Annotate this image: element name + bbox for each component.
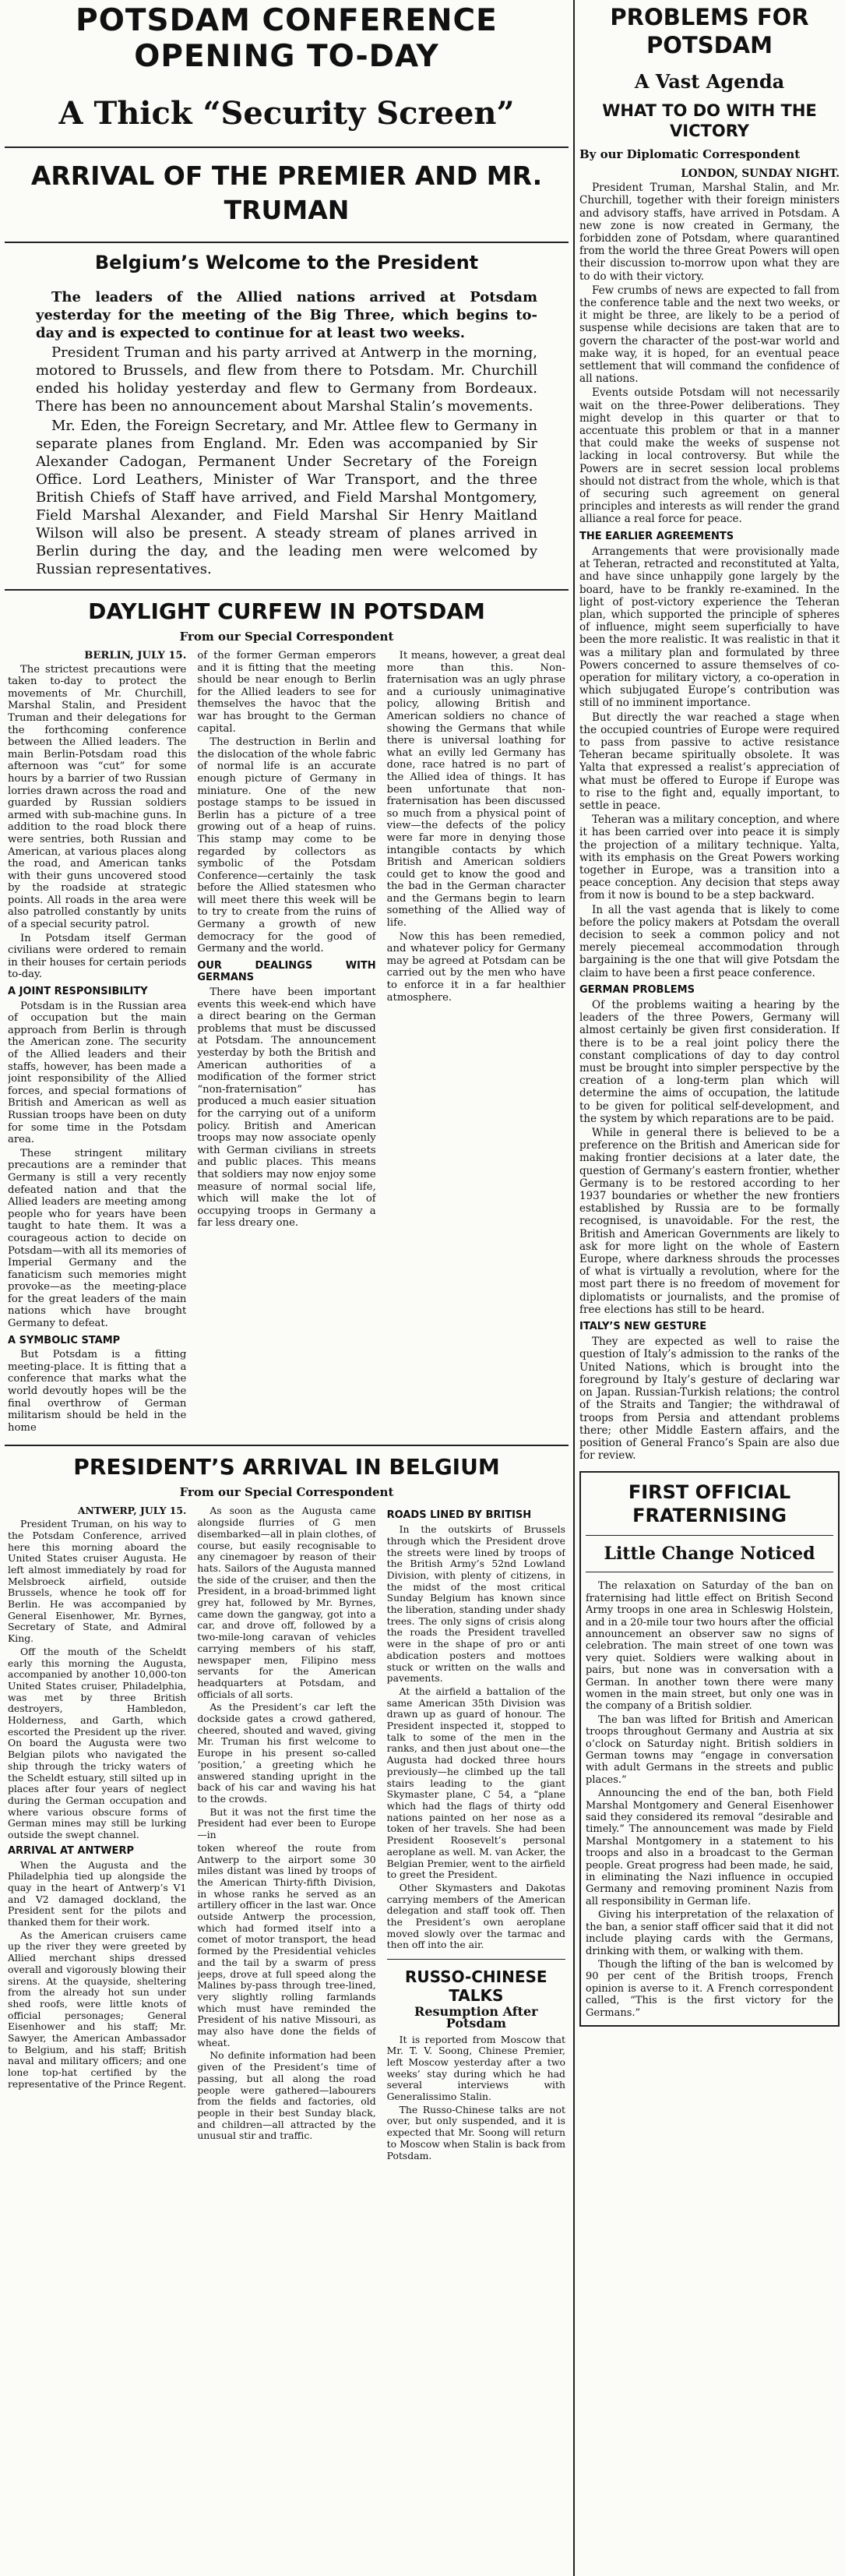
subheading: ROADS LINED BY BRITISH xyxy=(386,1509,532,1522)
paragraph: It is reported from Moscow that Mr. T. V. Soong, Chinese Premier, left Moscow yesterday after a two weeks’ stay during which he had several interviews with Generalissimo Stalin. xyxy=(386,2033,565,2103)
belgium-col-1 xyxy=(8,1505,186,2163)
paragraph: These stringent military precautions are a reminder that Germany is still a very recently defeated nation and that the Allied leaders are meeting among people who for years have been taught to hate them. It was a courageous action to decide on Potsdam—with all its memories of Imperial Germany and the fanaticism such memories might provoke—as the meeting-place for the great leaders of the main nations which have brought Germany to defeat. xyxy=(8,1147,187,1330)
paragraph: The strictest precautions were taken to-day to protect the movements of Mr. Churchill, Marshal Stalin, and President Truman and their delegations for the forthcoming conference between the Allied leaders. The main Berlin-Potsdam road this afternoon was “cut” for some hours by a barrier of two Russian lorries drawn across the road and guarded by Russian soldiers armed with sub-machine guns. In addition to the road block there were sentries, both Russian and American, at various places along the road, and American tanks with their guns uncovered stood by the roadside at strategic points. All roads in the area were also patrolled constantly by units of a special security patrol. xyxy=(8,663,187,931)
problems-article xyxy=(579,168,840,1462)
main-headline: POTSDAM CONFERENCE OPENING TO-DAY xyxy=(76,3,498,74)
subheading: A SYMBOLIC STAMP xyxy=(8,1334,121,1346)
curfew-dateline: BERLIN, JULY 15. xyxy=(84,650,187,662)
paragraph: It means, however, a great deal more than this. Non-fraternisation was an ugly phrase and a curiously unimaginative policy, allowing British and American soldiers no chance of showing the Germans that while there is universal loathing for what an evilly led Germany has done, race hatred is no part of the Allied idea of things. It has been unfortunate that non-fraternisation has been discussed so much from a physical point of view—the defects of the policy were far more in denying those intangible contacts by which British and American soldiers could get to know the good and the bad in the German character and the Germans begin to learn something of the Allied way of life. xyxy=(386,650,565,930)
divider xyxy=(387,1959,565,1960)
paragraph: While in general there is believed to be a preference on the British and American side for making frontier decisions at a later date, the question of Germany’s eastern frontier, whether Germany is to be restored according to her 1937 boundaries or whether the new frontiers established by Russia are to be formally recognised, is unavoidable. For the rest, the British and American Governments are likely to ask for more light on the whole of Eastern Europe, where darkness shrouds the processes of what is virtually a revolution, where for the most part there is no freedom of movement for diplomatists or journalists, and the promise of free elections has still to be heard. xyxy=(579,1127,840,1316)
paragraph: The destruction in Berlin and the dislocation of the whole fabric of normal life is an accurate enough picture of Germany in miniature. One of the new postage stamps to be issued in Berlin has a picture of a tree growing out of a heap of ruins. This stamp may come to be regarded by collectors as symbolic of the Potsdam Conference—certainly the task before the Allied statesmen who will meet there this week will be to try to create from the ruins of Germany a growth of new democracy for the good of Germany and the world. xyxy=(197,736,376,955)
problems-headline: PROBLEMS FOR POTSDAM xyxy=(610,4,809,58)
curfew-article xyxy=(5,650,569,1435)
paragraph: of the former German emperors and it is fitting that the meeting should be near enough to Berlin for the Allied leaders to see for themselves the havoc that the war has brought to the German capital. xyxy=(197,650,376,735)
vast-agenda-subheadline: A Vast Agenda xyxy=(634,70,785,93)
paragraph: As the American cruisers came up the river they were greeted by Allied merchant ships dressed overall and vigorously blowing their sirens. At the quayside, sheltering from the already hot sun under shed roofs, were little knots of official personages; General Eisenhower and his staff; Mr. Sawyer, the American Ambassador to Belgium, and his staff; British naval and military officers; and one lone top-hat certified by the representative of the Prince Regent. xyxy=(8,1928,187,2090)
paragraph: President Truman, on his way to the Potsdam Conference, arrived here this morning aboard the United States cruiser Augusta. He left almost immediately by road for Melsbroeck airfield, outside Brussels, whence he took off for Berlin. He was accompanied by General Eisenhower, Mr. Byrnes, Secretary of State, and Admiral King. xyxy=(8,1518,187,1645)
paragraph: There have been important events this week-end which have a direct bearing on the German problems that must be discussed at Potsdam. The announcement yesterday by both the British and American authorities of a modification of the former strict “non-fraternisation” has produced a much easier situation for the carrying out of a uniform policy. British and American troops may now associate openly with German civilians in streets and public places. This means that soldiers may now enjoy some measure of normal social life, which will make the lot of occupying troops in Germany a far less dreary one. xyxy=(197,986,376,1230)
paragraph: Announcing the end of the ban, both Field Marshal Montgomery and General Eisenhower said they considered its removal “desirable and timely.” The announcement was made by Field Marshal Montgomery in a statement to his troops and also in a broadcast to the German people. Great progress had been made, he said, in eliminating the Nazi influence in occupied Germany and removing prominent Nazis from all responsibility in German life. xyxy=(586,1787,833,1907)
subheading: ITALY’S NEW GESTURE xyxy=(579,1321,707,1333)
paragraph: Potsdam is in the Russian area of occupation but the main approach from Berlin is through the American zone. The security of the Allied leaders and their staffs, however, has been made a joint responsibility of the Allied forces, and special formations of British and American as well as Russian troops have been on duty for some time in the Potsdam area. xyxy=(8,1000,187,1146)
paragraph: Now this has been remedied, and whatever policy for Germany may be agreed at Potsdam can be carried out by the men who have to enforce it in a far healthier atmosphere. xyxy=(386,930,565,1004)
thick-screen-headline: A Thick “Security Screen” xyxy=(58,95,515,132)
curfew-headline: DAYLIGHT CURFEW IN POTSDAM xyxy=(88,598,485,624)
lead-story xyxy=(5,288,569,578)
russo-chinese-headline: RUSSO-CHINESE TALKS xyxy=(405,1967,547,2006)
what-to-do-headline: WHAT TO DO WITH THE VICTORY xyxy=(602,101,817,140)
diplomatic-byline: By our Diplomatic Correspondent xyxy=(579,147,801,161)
paragraph: token whereof the route from Antwerp to the airport some 30 miles distant was lined by troops of the American Thirty-fifth Division, in whose ranks he served as an artillery officer in the last war. Once outside Antwerp the procession, which had formed itself into a comet of motor transport, the head formed by the Presidential vehicles and the tail by a swarm of press jeeps, drove at full speed along the Malines by-pass through tree-lined, very slightly rolling farmlands which must have reminded the President of his native Missouri, as may also have done the fields of wheat. xyxy=(197,1841,376,2048)
paragraph: At the airfield a battalion of the same American 35th Division was drawn up as guard of honour. The President inspected it, stopped to talk to some of the men in the ranks, and then just about one—the Augusta had docked three hours previously—he climbed up the tall stairs leading to the giant Skymaster plane, C 54, a “plane which had the flags of thirty odd nations painted on her nose as a token of her travels. She had been President Roosevelt’s personal aeroplane as well. M. van Acker, the Belgian Premier, went to the airfield to greet the President. xyxy=(386,1685,565,1881)
belgium-col-3 xyxy=(387,1505,565,2163)
fraternising-subheadline: Little Change Noticed xyxy=(604,1544,815,1565)
paragraph: Of the problems waiting a hearing by the leaders of the three Powers, Germany will almost certainly be given first consideration. If there is to be a real joint policy there the constant complications of day to day control must be brought into simpler perspective by the creation of a long-term plan which will determine the aims of occupation, the latitude to be given for political self-development, and the system by which reparations are to be paid. xyxy=(579,999,840,1125)
paragraph: Few crumbs of news are expected to fall from the conference table and the next two weeks, or it might be three, are likely to be a period of suspense while decisions are taken that are to govern the character of the post-war world and make way, it is hoped, for an eventual peace settlement that will command the confidence of all nations. xyxy=(579,284,840,386)
paragraph: As the President’s car left the dockside gates a crowd gathered, cheered, shouted and waved, giving Mr. Truman his first welcome to Europe in his present so-called ‘position,’ a greeting which he answered standing upright in the back of his car and waving his hat to the crowds. xyxy=(197,1701,376,1805)
paragraph: Events outside Potsdam will not necessarily wait on the three-Power deliberations. They might develop in this quarter or that to accentuate this problem or that in a manner that could make the weeks of suspense not lacking in local controversy. But while the Powers are in secret session local problems should not distract from the whole, which is that of securing such agreement on general principles and interests as will render the grand alliance a real force for peace. xyxy=(579,386,840,526)
problems-dateline: LONDON, SUNDAY NIGHT. xyxy=(681,168,840,180)
paragraph: When the Augusta and the Philadelphia tied up alongside the quay in the heart of Antwerp’s V1 and V2 damaged dockland, the President sent for the pilots and thanked them for their work. xyxy=(8,1858,187,1928)
russo-chinese-subheadline: Resumption After Potsdam xyxy=(414,2004,538,2031)
left-column xyxy=(5,0,569,2163)
paragraph: In Potsdam itself German civilians were ordered to remain in their houses for certain periods to-day. xyxy=(8,932,187,981)
paragraph: President Truman, Marshal Stalin, and Mr. Churchill, together with their foreign ministers and advisory staffs, have arrived in Potsdam. A new zone is now created in Germany, the forbidden zone of Potsdam, where quarantined from the world the three Great Powers will open their discussion to-morrow upon what they are to do with their victory. xyxy=(579,182,840,283)
divider xyxy=(5,242,569,243)
fraternising-headline: FIRST OFFICIAL FRATERNISING xyxy=(628,1481,791,1527)
lead-paragraph: The leaders of the Allied nations arrived at Potsdam yesterday for the meeting of the Big Three, which begins to-day and is expected to continue for at least two weeks. xyxy=(36,289,537,341)
belgium-welcome-headline: Belgium’s Welcome to the President xyxy=(94,252,479,273)
divider xyxy=(5,146,569,148)
right-column xyxy=(579,0,840,2027)
paragraph: In all the vast agenda that is likely to come before the policy makers at Potsdam the overall decision to seek a common policy and not merely piecemeal accommodation through bargaining is the one that will give Potsdam the claim to have been a first peace conference. xyxy=(579,903,840,979)
paragraph: In the outskirts of Brussels through which the President drove the streets were lined by troops of the British Army’s 52nd Lowland Division, with plenty of citizens, in the midst of the most critical Sunday Belgium has known since the liberation, standing under shady trees. The only signs of crisis along the roads the President travelled were in the shape of pro or anti abdication posters and mottoes stuck or written on the walls and pavements. xyxy=(386,1523,565,1685)
subheading: ARRIVAL AT ANTWERP xyxy=(8,1844,134,1857)
fraternising-article xyxy=(586,1580,833,2019)
lead-paragraph: President Truman and his party arrived at Antwerp in the morning, motored to Brussels, and flew from there to Potsdam. Mr. Churchill ended his holiday yesterday and flew to Germany from Bordeaux. There has been no announcement about Marshal Stalin’s movements. xyxy=(36,344,537,415)
paragraph: The Russo-Chinese talks are not over, but only suspended, and it is expected that Mr. Soong will return to Moscow when Stalin is back from Potsdam. xyxy=(386,2103,565,2161)
curfew-col-1 xyxy=(8,650,186,1435)
paragraph: The relaxation on Saturday of the ban on fraternising had little effect on British Second Army troops in one area in Schleswig Holstein, and in a 20-mile tour two hours after the official announcement an observer saw no signs of celebration. The main street of one town was very quiet. Soldiers were walking about in pairs, but none was in conversation with a German. In another town there were many women in the main street, but only one was in the company of a British soldier. xyxy=(586,1580,834,1713)
belgium-article xyxy=(5,1505,569,2163)
fraternising-box xyxy=(579,1471,840,2027)
paragraph: Teheran was a military conception, and where it has been carried over into peace it is simply the projection of a military technique. Yalta, with its emphasis on the Great Powers working together in Europe, was a transition into a peace conception. Any decision that steps away from it now is bound to be a step backward. xyxy=(579,813,840,902)
paragraph: As soon as the Augusta came alongside flurries of G men disembarked—all in plain clothes, of course, but easily recognisable to any cinemagoer by reason of their hats. Sailors of the Augusta manned the side of the cruiser, and then the President, in a broad-brimmed light grey hat, followed by Mr. Byrnes, came down the gangway, got into a car, and drove off, followed by a two-mile-long caravan of vehicles carrying members of his staff, newspaper men, Filipino mess servants for the American headquarters at Potsdam, and officials of all sorts. xyxy=(197,1505,376,1700)
paragraph: Arrangements that were provisionally made at Teheran, retracted and reconstituted at Yalta, and have since unhappily gone largely by the board, have to be frankly re-examined. In the light of post-victory experience the Teheran plan, which supported the principle of spheres of influence, might seem superficially to have been the more realistic. It was realistic in that it was a military plan and formulated by three Powers concerned to assure themselves of co-operation for military victory, a co-operation in which subjugated Europe’s contribution was still of no imminent importance. xyxy=(579,545,840,710)
column-divider xyxy=(573,0,575,2576)
belgium-byline: From our Special Correspondent xyxy=(179,1485,394,1500)
subheading: A JOINT RESPONSIBILITY xyxy=(8,986,148,998)
subheading: GERMAN PROBLEMS xyxy=(579,983,695,996)
curfew-col-2 xyxy=(197,650,375,1435)
divider xyxy=(586,1535,833,1536)
paragraph: But directly the war reached a stage when the occupied countries of Europe were required to pass from passive to active resistance Teheran became spiritually obsolete. It was Yalta that expressed a realist’s appreciation of what must be offered to Europe if Europe was to rise to the fight and, equally important, to settle in peace. xyxy=(579,711,840,812)
paragraph: Though the lifting of the ban is welcomed by 90 per cent of the British troops, French opinion is averse to it. A French correspondent called, “This is the first victory for the Germans.” xyxy=(586,1958,833,2019)
paragraph: The ban was lifted for British and American troops throughout Germany and Austria at six o’clock on Saturday night. British soldiers in German towns may “engage in conversation with adult Germans in the streets and public places.” xyxy=(586,1713,833,1786)
belgium-col-2 xyxy=(197,1505,375,2163)
subheading: THE EARLIER AGREEMENTS xyxy=(579,530,734,542)
paragraph: No definite information had been given of the President’s time of passing, but all along the road people were gathered—labourers from the fields and factories, old people in their best Sunday black, and children—all attracted by the unusual stir and traffic. xyxy=(197,2049,376,2142)
divider xyxy=(5,589,569,591)
paragraph: They are expected as well to raise the question of Italy’s admission to the ranks of the United Nations, which is brought into the foreground by Italy’s gesture of declaring war on Japan. Russian-Turkish relations; the control of the Straits and Tangier; the withdrawal of troops from Persia and attendant problems there; other Middle Eastern affairs, and the position of General Franco’s Spain are also due for review. xyxy=(579,1336,840,1463)
belgium-headline: PRESIDENT’S ARRIVAL IN BELGIUM xyxy=(73,1454,500,1480)
paragraph: But Potsdam is a fitting meeting-place. It is fitting that a conference that marks what the world devoutly hopes will be the final overthrow of German militarism should be held in the home xyxy=(8,1349,187,1434)
subheading: OUR DEALINGS WITH GERMANS xyxy=(197,959,376,984)
paragraph: Giving his interpretation of the relaxation of the ban, a senior staff officer said that it did not include playing cards with the Germans, drinking with them, or walking with them. xyxy=(586,1909,833,1957)
lead-paragraph: Mr. Eden, the Foreign Secretary, and Mr. Attlee flew to Germany in separate planes from England. Mr. Eden was accompanied by Sir Alexander Cadogan, Permanent Under Secretary of the Foreign Office. Lord Leathers, Minister of War Transport, and the three British Chiefs of Staff have arrived, and Field Marshal Montgomery, Field Marshal Alexander, and Field Marshal Sir Henry Maitland Wilson will also be present. A steady stream of planes arrived in Berlin during the day, and the leading men were welcomed by Russian representatives. xyxy=(36,418,537,577)
paragraph: But it was not the first time the President had ever been to Europe—in xyxy=(197,1805,376,1841)
belgium-dateline: ANTWERP, JULY 15. xyxy=(77,1505,187,1517)
paragraph: Off the mouth of the Scheldt early this morning the Augusta, accompanied by another 10,000-ton United States cruiser, Philadelphia, was met by three British destroyers, Hambledon, Holderness, and Garth, which escorted the President up the river. On board the Augusta were two Belgian pilots who navigated the ship through the tricky waters of the Scheldt estuary, still silted up in places after four years of neglect during the German occupation and where various obscure forms of German mines may still be lurking outside the swept channel. xyxy=(8,1645,187,1841)
arrival-headline: ARRIVAL OF THE PREMIER AND MR. TRUMAN xyxy=(30,161,543,225)
curfew-byline: From our Special Correspondent xyxy=(179,630,394,644)
paragraph: Other Skymasters and Dakotas carrying members of the American delegation and staff took off. Then the President’s own aeroplane moved slowly over the tarmac and then off into the air. xyxy=(386,1881,565,1951)
curfew-col-3 xyxy=(387,650,565,1435)
divider xyxy=(5,1445,569,1446)
